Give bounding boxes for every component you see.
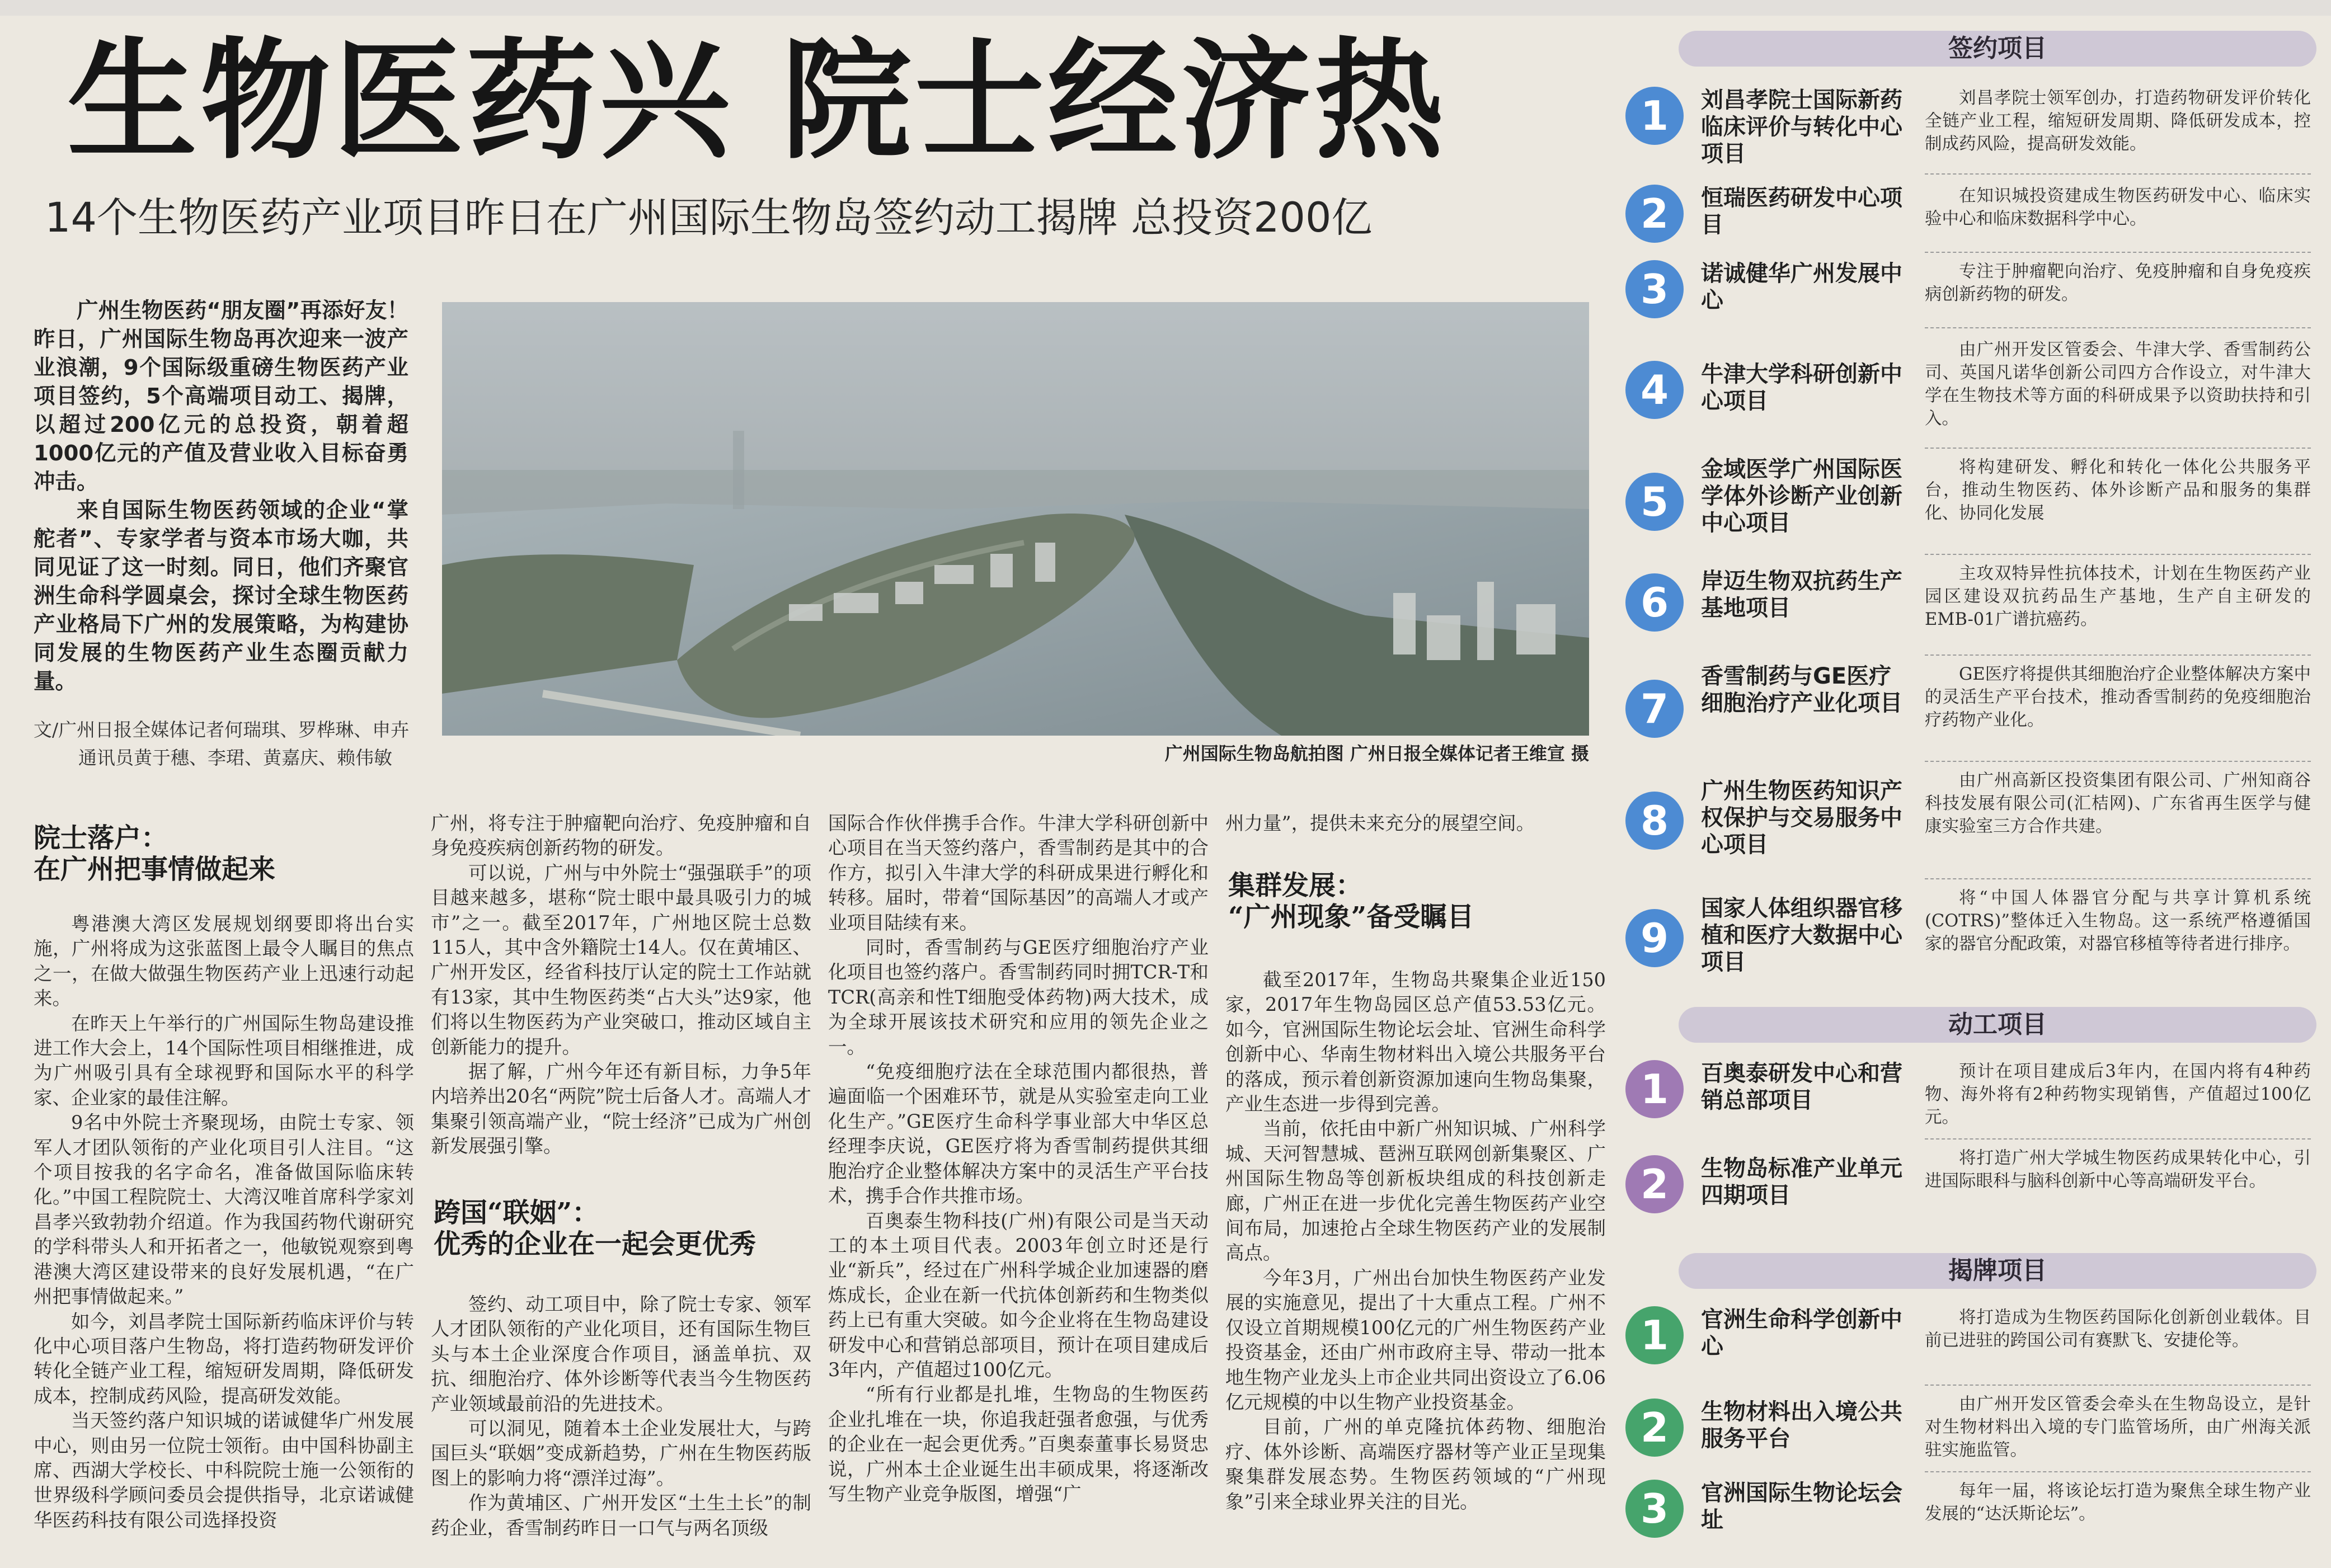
item-number-badge: 3 xyxy=(1625,260,1684,318)
article-paragraph: 当天签约落户知识城的诺诚健华广州发展中心，则由另一位院士领衔。由中国科协副主席、西湖大学校长、中科院院士施一公领衔的世界级科学顾问委员会提供指导，北京诺诚健华医药科技有限公司选择投资 xyxy=(34,1410,414,1531)
article-paragraph: 州力量”，提供未来充分的展望空间。 xyxy=(1225,812,1535,834)
article-paragraph: 广州，将专注于肿瘤靶向治疗、免疫肿瘤和自身免疫疾病创新药物的研发。 xyxy=(431,812,811,859)
item-description: 在知识城投资建成生物医药研发中心、临床实验中心和临床数据科学中心。 xyxy=(1925,186,2311,229)
article-paragraph: 目前，广州的单克隆抗体药物、细胞治疗、体外诊断、高端医疗器材等产业正呈现集聚集群发展态势。生物医药领域的“广州现象”引来全球业界关注的目光。 xyxy=(1225,1416,1606,1513)
article-paragraph: 在昨天上午举行的广州国际生物岛建设推进工作大会上，14个国际性项目相继推进，成为广州吸引具有全球视野和国际水平的科学家、企业家的最佳注解。 xyxy=(34,1012,414,1109)
article-paragraph: 当前，依托由中新广州知识城、广州科学城、天河智慧城、琶洲互联网创新集聚区、广州国际生物岛等创新板块组成的科技创新走廊，广州正在进一步优化完善生物医药产业空间布局，加速抢占全球生物医药产业的发展制高点。 xyxy=(1225,1118,1606,1264)
item-divider xyxy=(1925,554,2311,555)
article-paragraph: “免疫细胞疗法在全球范围内都很热，普遍面临一个困难环节，就是从实验室走向工业化生产。”GE医疗生命科学事业部大中华区总经理李庆说，GE医疗将为香雪制药提供其细胞治疗企业整体解决方案中的灵活生产平台技术，携手合作共推市场。 xyxy=(828,1061,1209,1207)
article-paragraph: 签约、动工项目中，除了院士专家、领军人才团队领衔的产业化项目，还有国际生物巨头与本土企业深度合作项目，涵盖单抗、双抗、细胞治疗、体外诊断等代表当今生物医药产业领域最前沿的先进技术。 xyxy=(431,1293,811,1415)
article-paragraph: 国际合作伙伴携手合作。牛津大学科研创新中心项目在当天签约落户，香雪制药是其中的合作方，拟引入牛津大学的科研成果进行孵化和转移。届时，带着“国际基因”的高端人才或产业项目陆续有来。 xyxy=(828,812,1209,934)
section-heading-line: 院士落户： xyxy=(34,822,168,854)
item-title: 岸迈生物双抗药生产基地项目 xyxy=(1701,568,1902,621)
article-column-3 xyxy=(828,811,1209,1506)
item-description: 刘昌孝院士领军创办，打造药物研发评价转化全链产业工程，缩短研发周期、降低研发成本，控制成药风险，提高研发效能。 xyxy=(1925,88,2311,154)
article-column-2-bottom xyxy=(431,1292,811,1541)
article-column-1 xyxy=(34,912,414,1533)
page-subheadline: 14个生物医药产业项目昨日在广州国际生物岛签约动工揭牌 总投资200亿 xyxy=(45,194,1373,242)
item-number-badge: 2 xyxy=(1625,1155,1684,1213)
item-title: 官洲国际生物论坛会址 xyxy=(1701,1480,1902,1533)
item-description: 由广州开发区管委会牵头在生物岛设立，是针对生物材料出入境的专门监管场所，由广州海关派驻实施监管。 xyxy=(1925,1395,2311,1460)
item-number-badge: 3 xyxy=(1625,1480,1684,1538)
item-number-badge: 5 xyxy=(1625,473,1684,531)
article-paragraph: 今年3月，广州出台加快生物医药产业发展的实施意见，提出了十大重点工程。广州不仅设立首期规模100亿元的广州生物医药产业投资基金，还由广州市政府主导、带动一批本地生物产业龙头上市企业共同出资设立了6.06亿元规模的中以生物产业投资基金。 xyxy=(1225,1266,1606,1413)
item-description: 由广州开发区管委会、牛津大学、香雪制药公司、英国凡诺华创新公司四方合作设立，对牛津大学在生物技术等方面的科研成果予以资助扶持和引入。 xyxy=(1925,340,2311,429)
article-paragraph: 百奥泰生物科技(广州)有限公司是当天动工的本土项目代表。2003年创立时还是行业“新兵”，经过在广州科学城企业加速器的磨炼成长，企业在新一代抗体创新药和生物类似药上已有重大突破。如今企业将在生物岛建设研发中心和营销总部项目，预计在项目建成后3年内，产值超过100亿元。 xyxy=(828,1209,1209,1381)
byline xyxy=(34,716,420,772)
item-description: GE医疗将提供其细胞治疗企业整体解决方案中的灵活生产平台技术，推动香雪制药的免疫细胞治疗药物产业化。 xyxy=(1925,665,2311,730)
item-description: 专注于肿瘤靶向治疗、免疫肿瘤和自身免疫疾病创新药物的研发。 xyxy=(1925,262,2311,304)
item-number-badge: 2 xyxy=(1625,185,1684,243)
item-number-badge: 4 xyxy=(1625,361,1684,419)
aerial-photo-illustration xyxy=(442,302,1589,736)
section-heading-line: 优秀的企业在一起会更优秀 xyxy=(434,1228,756,1260)
item-divider xyxy=(1925,173,2311,175)
section-heading-line: 跨国“联姻”： xyxy=(434,1197,599,1228)
byline-reporters: 文/广州日报全媒体记者何瑞琪、罗桦琳、申卉 xyxy=(34,719,410,741)
item-title: 国家人体组织器官移植和医疗大数据中心项目 xyxy=(1701,896,1902,975)
item-description: 将“中国人体器官分配与共享计算机系统(COTRS)”整体迁入生物岛。这一系统严格遵循国家的器官分配政策，对器官移植等待者进行排序。 xyxy=(1925,888,2311,954)
article-paragraph: 可以洞见，随着本土企业发展壮大，与跨国巨头“联姻”变成新趋势，广州在生物医药版图上的影响力将“漂洋过海”。 xyxy=(431,1418,811,1489)
item-divider xyxy=(1925,327,2311,328)
article-paragraph: 同时，香雪制药与GE医疗细胞治疗产业化项目也签约落户。香雪制药同时拥TCR-T和TCR(高亲和性T细胞受体药物)两大技术，成为全球开展该技术研究和应用的领先企业之一。 xyxy=(828,936,1209,1058)
section-heading-academician xyxy=(34,822,425,885)
article-column-4-bottom xyxy=(1225,968,1606,1514)
item-description: 由广州高新区投资集团有限公司、广州知商谷科技发展有限公司(汇桔网)、广东省再生医学与健康实验室三方合作共建。 xyxy=(1925,771,2311,836)
item-title: 百奥泰研发中心和营销总部项目 xyxy=(1701,1061,1902,1113)
section-heading-alliance xyxy=(434,1197,814,1260)
band-started-projects: 动工项目 xyxy=(1679,1007,2316,1043)
item-description: 将打造广州大学城生物医药成果转化中心，引进国际眼科与脑科创新中心等高端研发平台。 xyxy=(1925,1148,2311,1191)
item-divider xyxy=(1925,1138,2311,1139)
band-unveiled-projects: 揭牌项目 xyxy=(1679,1253,2316,1289)
article-paragraph: “所有行业都是扎堆，生物岛的生物医药企业扎堆在一块，你追我赶强者愈强，与优秀的企业在一起会更优秀。”百奥泰董事长易贤忠说，广州本土企业诞生出丰硕成果，将逐渐改写生物产业竞争版图，增强“广 xyxy=(828,1383,1209,1505)
item-description: 将构建研发、孵化和转化一体化公共服务平台，推动生物医药、体外诊断产品和服务的集群化、协同化发展 xyxy=(1925,458,2311,523)
item-divider xyxy=(1925,1385,2311,1386)
item-number-badge: 9 xyxy=(1625,909,1684,967)
photo-caption: 广州国际生物岛航拍图 广州日报全媒体记者王维宣 摄 xyxy=(1164,743,1589,764)
item-number-badge: 6 xyxy=(1625,573,1684,632)
page-headline: 生物医药兴 院士经济热 xyxy=(67,24,1448,177)
section-heading-line: 集群发展： xyxy=(1228,870,1363,901)
item-number-badge: 1 xyxy=(1625,1060,1684,1118)
item-description: 每年一届，将该论坛打造为聚焦全球生物产业发展的“达沃斯论坛”。 xyxy=(1925,1481,2311,1524)
byline-correspondents: 通讯员黄于穗、李珺、黄嘉庆、赖伟敏 xyxy=(78,747,392,769)
item-description: 主攻双特异性抗体技术，计划在生物医药产业园区建设双抗药品生产基地，生产自主研发的EMB-01广谱抗癌药。 xyxy=(1925,564,2311,629)
item-number-badge: 2 xyxy=(1625,1399,1684,1457)
item-divider xyxy=(1925,654,2311,656)
item-title: 香雪制药与GE医疗细胞治疗产业化项目 xyxy=(1701,663,1902,716)
page-top-strip xyxy=(0,0,2331,16)
item-description: 预计在项目建成后3年内，在国内将有4种药物、海外将有2种药物实现销售，产值超过100亿元。 xyxy=(1925,1062,2311,1127)
item-divider xyxy=(1925,448,2311,449)
item-divider xyxy=(1925,761,2311,762)
item-title: 刘昌孝院士国际新药临床评价与转化中心项目 xyxy=(1701,87,1902,167)
article-paragraph: 截至2017年，生物岛共聚集企业近150家，2017年生物岛园区总产值53.53亿元。如今，官洲国际生物论坛会址、官洲生命科学创新中心、华南生物材料出入境公共服务平台的落成，预示着创新资源加速向生物岛集聚，产业生态进一步得到完善。 xyxy=(1225,969,1606,1115)
article-paragraph: 9名中外院士齐聚现场，由院士专家、领军人才团队领衔的产业化项目引人注目。“这个项目按我的名字命名，准备做国际临床转化。”中国工程院院士、大湾汉唯首席科学家刘昌孝兴致勃勃介绍道。作为我国药物代谢研究的学科带头人和开拓者之一，他敏锐观察到粤港澳大湾区建设带来的良好发展机遇，“在广州把事情做起来。” xyxy=(34,1112,414,1308)
article-paragraph: 如今，刘昌孝院士国际新药临床评价与转化中心项目落户生物岛，将打造药物研发评价转化全链产业工程，缩短研发周期，降低研发成本，控制成药风险，提高研发效能。 xyxy=(34,1310,414,1407)
article-paragraph: 可以说，广州与中外院士“强强联手”的项目越来越多，堪称“院士眼中最具吸引力的城市”之一。截至2017年，广州地区院士总数115人，其中含外籍院士14人。仅在黄埔区、广州开发区，经省科技厅认定的院士工作站就有13家，其中生物医药类“占大头”达9家，他们将以生物医药为产业突破口，推动区域自主创新能力的提升。 xyxy=(431,861,811,1058)
aerial-photo xyxy=(442,302,1589,736)
section-heading-line: 在广州把事情做起来 xyxy=(34,854,276,885)
lead-paragraph: 广州生物医药“朋友圈”再添好友！昨日，广州国际生物岛再次迎来一波产业浪潮，9个国际级重磅生物医药产业项目签约，5个高端项目动工、揭牌，以超过200亿元的总投资，朝着超1000亿元的产值及营业收入目标奋勇冲击。 xyxy=(34,298,408,495)
item-title: 广州生物医药知识产权保护与交易服务中心项目 xyxy=(1701,778,1902,858)
lead-paragraph: 来自国际生物医药领域的企业“掌舵者”、专家学者与资本市场大咖，共同见证了这一时刻。同日，他们齐聚官洲生命科学圆桌会，探讨全球生物医药产业格局下广州的发展策略，为构建协同发展的生物医药产业生态圈贡献力量。 xyxy=(34,498,408,694)
item-title: 生物材料出入境公共服务平台 xyxy=(1701,1399,1902,1452)
section-heading-line: “广州现象”备受瞩目 xyxy=(1228,901,1474,933)
item-title: 官洲生命科学创新中心 xyxy=(1701,1307,1902,1359)
item-divider xyxy=(1925,878,2311,879)
item-number-badge: 1 xyxy=(1625,87,1684,145)
item-title: 恒瑞医药研发中心项目 xyxy=(1701,185,1902,238)
article-paragraph: 据了解，广州今年还有新目标，力争5年内培养出20名“两院”院士后备人才。高端人才集聚引领高端产业，“院士经济”已成为广州创新发展强引擎。 xyxy=(431,1061,811,1157)
article-paragraph: 作为黄埔区、广州开发区“土生土长”的制药企业，香雪制药昨日一口气与两名顶级 xyxy=(431,1492,811,1539)
item-title: 诺诚健华广州发展中心 xyxy=(1701,261,1902,313)
lead-paragraphs xyxy=(34,296,408,696)
item-number-badge: 7 xyxy=(1625,680,1684,738)
project-sidebar xyxy=(1623,22,2316,1555)
article-column-2-top xyxy=(431,811,811,1159)
item-title: 金域医学广州国际医学体外诊断产业创新中心项目 xyxy=(1701,456,1902,536)
item-number-badge: 1 xyxy=(1625,1306,1684,1364)
article-column-4-top xyxy=(1225,811,1606,836)
item-title: 牛津大学科研创新中心项目 xyxy=(1701,361,1902,414)
item-description: 将打造成为生物医药国际化创新创业载体。目前已进驻的跨国公司有赛默飞、安捷伦等。 xyxy=(1925,1308,2311,1350)
band-signed-projects: 签约项目 xyxy=(1679,31,2316,67)
article-paragraph: 粤港澳大湾区发展规划纲要即将出台实施，广州将成为这张蓝图上最令人瞩目的焦点之一，在做大做强生物医药产业上迅速行动起来。 xyxy=(34,913,414,1010)
section-heading-cluster xyxy=(1228,870,1609,933)
item-number-badge: 8 xyxy=(1625,792,1684,850)
item-divider xyxy=(1925,1471,2311,1472)
item-title: 生物岛标准产业单元四期项目 xyxy=(1701,1156,1902,1208)
item-divider xyxy=(1925,252,2311,253)
